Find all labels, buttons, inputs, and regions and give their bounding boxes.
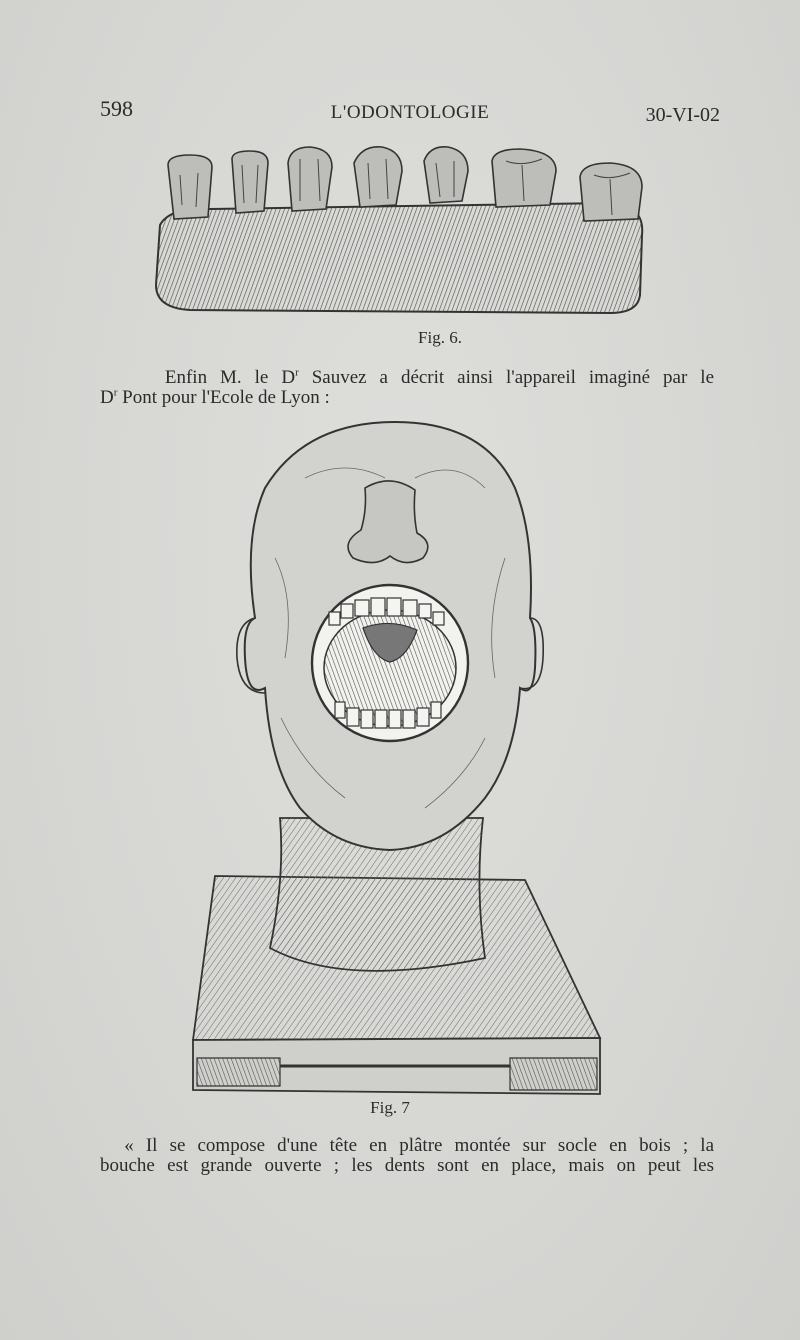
paragraph-description-line-2: bouche est grande ouverte ; les dents sont en place, mais on peut les: [100, 1155, 714, 1176]
paragraph-intro-line-1: Enfin M. le $D^r$ Sauvez a décrit ainsi l'appareil imaginé par le: [164, 366, 714, 388]
plaster-head-illustration: [185, 418, 605, 1098]
paragraph-intro-line-2: $D^r$ Pont pour l'Ecole de Lyon :: [100, 386, 330, 408]
figure-6-caption: Fig. 6.: [418, 328, 462, 347]
page-number: 598: [100, 96, 133, 121]
teeth-block-illustration: [150, 145, 650, 320]
figure-6-teeth-block: [150, 145, 650, 320]
figure-7-plaster-head: [185, 418, 605, 1098]
running-header: [100, 96, 720, 130]
paragraph-description-line-1: « Il se compose d'une tête en plâtre montée sur socle en bois ; la: [124, 1135, 715, 1156]
paragraph-intro: [100, 368, 714, 408]
paragraph-description: [100, 1136, 714, 1176]
issue-date: 30-VI-02: [645, 104, 720, 126]
journal-title: L'ODONTOLOGIE: [330, 102, 490, 123]
figure-7-caption: Fig. 7: [370, 1098, 410, 1117]
